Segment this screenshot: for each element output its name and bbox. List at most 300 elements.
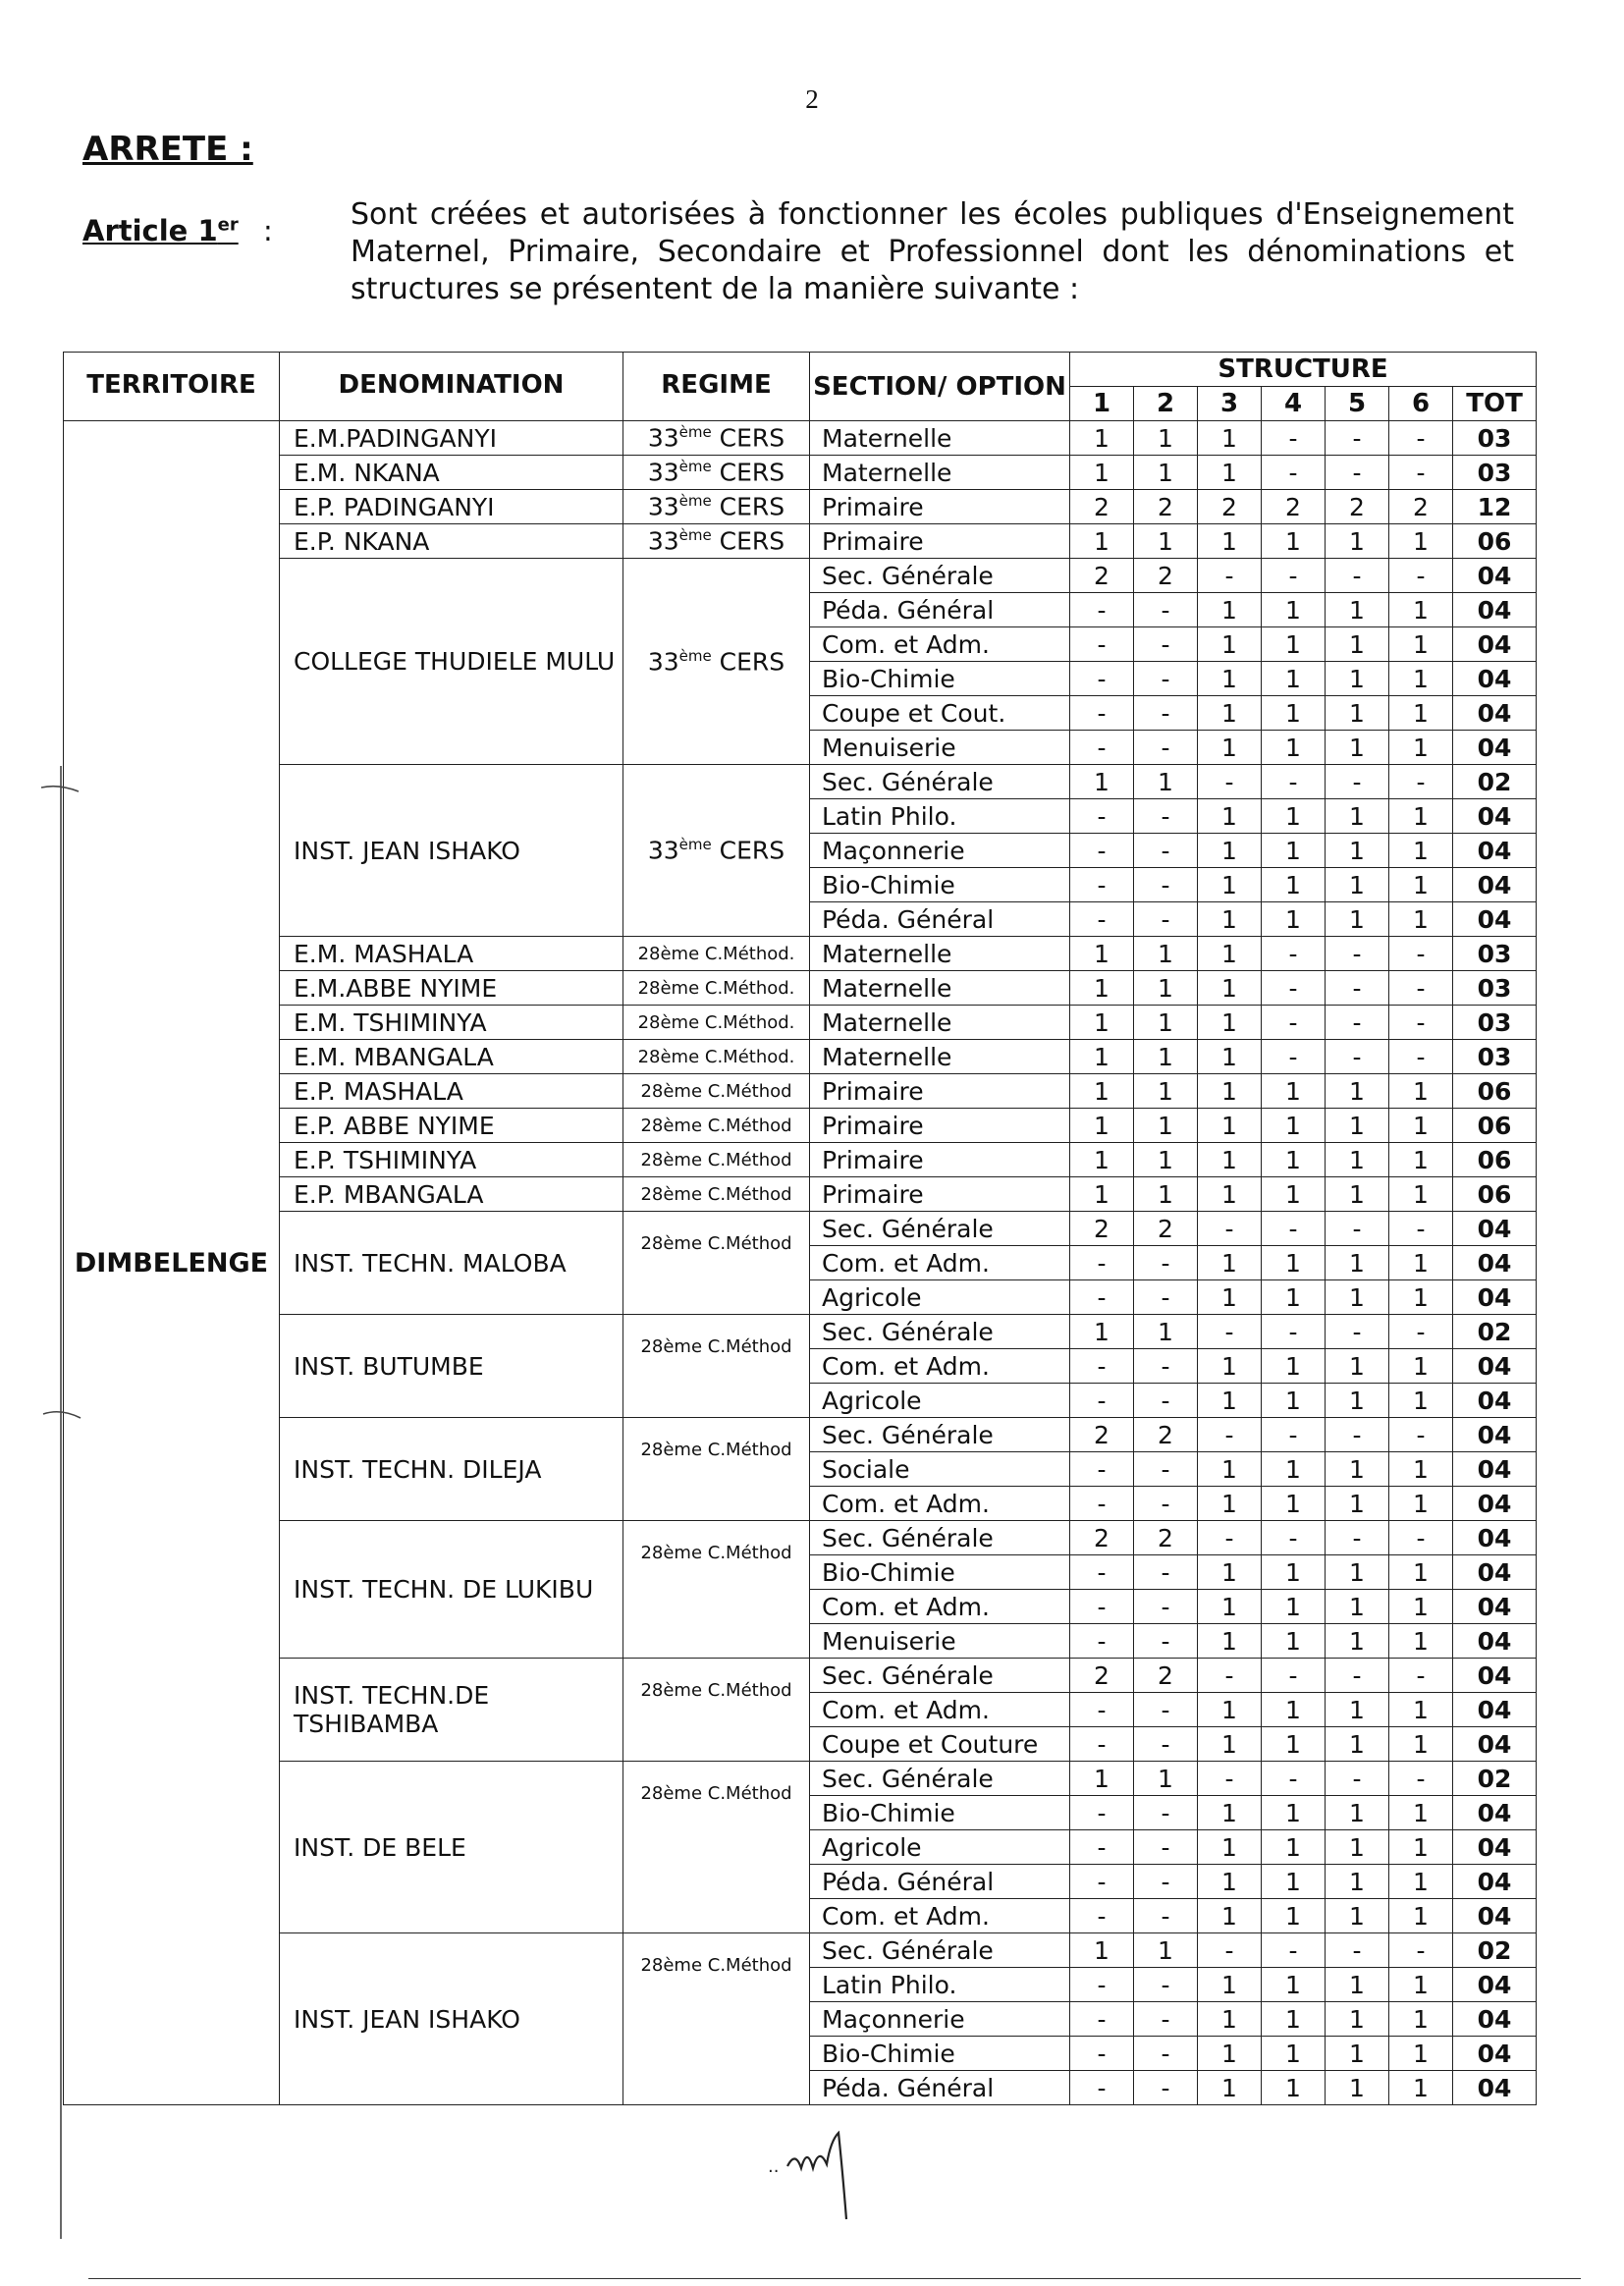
- structure-value-cell: -: [1134, 1624, 1198, 1659]
- structure-value-cell: 1: [1326, 2071, 1389, 2105]
- regime-number: 33: [647, 647, 679, 677]
- structure-value-cell: -: [1070, 868, 1134, 902]
- section-cell: Latin Philo.: [810, 1968, 1070, 2002]
- structure-value-cell: -: [1070, 2071, 1134, 2105]
- structure-value-cell: 1: [1198, 1555, 1262, 1590]
- structure-value-cell: 1: [1326, 593, 1389, 627]
- structure-value-cell: 1: [1389, 1109, 1453, 1143]
- table-row: [64, 1109, 1537, 1143]
- structure-value-cell: -: [1134, 1727, 1198, 1762]
- structure-value-cell: -: [1326, 765, 1389, 799]
- structure-value-cell: 1: [1198, 971, 1262, 1006]
- structure-value-cell: -: [1262, 1659, 1326, 1693]
- regime-cell: [623, 765, 810, 937]
- structure-value-cell: 2: [1326, 490, 1389, 524]
- structure-value-cell: -: [1134, 1899, 1198, 1933]
- total-cell: 04: [1453, 1727, 1537, 1762]
- structure-value-cell: 1: [1134, 1109, 1198, 1143]
- structure-value-cell: 1: [1070, 1762, 1134, 1796]
- structure-value-cell: 1: [1262, 1727, 1326, 1762]
- regime-number: 33: [647, 423, 679, 453]
- margin-bracket-mark: [39, 766, 88, 2239]
- structure-value-cell: 1: [1326, 2037, 1389, 2071]
- structure-value-cell: -: [1134, 731, 1198, 765]
- structure-value-cell: 1: [1326, 731, 1389, 765]
- total-cell: 03: [1453, 456, 1537, 490]
- structure-value-cell: 2: [1134, 1521, 1198, 1555]
- structure-value-cell: 1: [1389, 1830, 1453, 1865]
- structure-value-cell: 1: [1198, 1590, 1262, 1624]
- structure-value-cell: 1: [1198, 1830, 1262, 1865]
- structure-value-cell: 1: [1134, 456, 1198, 490]
- denomination-cell: COLLEGE THUDIELE MULU: [280, 559, 623, 765]
- structure-value-cell: -: [1070, 662, 1134, 696]
- structure-value-cell: 1: [1198, 731, 1262, 765]
- regime-tail: CERS: [711, 647, 785, 677]
- total-cell: 04: [1453, 1487, 1537, 1521]
- regime-cell: 28ème C.Méthod.: [623, 1040, 810, 1074]
- total-cell: 04: [1453, 1452, 1537, 1487]
- total-cell: 02: [1453, 1315, 1537, 1349]
- structure-value-cell: 1: [1198, 696, 1262, 731]
- structure-value-cell: 1: [1198, 1384, 1262, 1418]
- structure-value-cell: 1: [1262, 1865, 1326, 1899]
- denomination-cell: E.P. MASHALA: [280, 1074, 623, 1109]
- header-col-1: 1: [1070, 387, 1134, 421]
- regime-cell: 28ème C.Méthod: [623, 1762, 810, 1933]
- structure-value-cell: 1: [1198, 2037, 1262, 2071]
- table-row: [64, 1006, 1537, 1040]
- structure-value-cell: 1: [1198, 1693, 1262, 1727]
- structure-value-cell: -: [1326, 1762, 1389, 1796]
- structure-value-cell: 1: [1389, 696, 1453, 731]
- structure-value-cell: -: [1134, 593, 1198, 627]
- table-row: [64, 456, 1537, 490]
- structure-value-cell: -: [1262, 1212, 1326, 1246]
- structure-value-cell: 1: [1389, 1349, 1453, 1384]
- structure-value-cell: 1: [1262, 696, 1326, 731]
- structure-value-cell: -: [1070, 1246, 1134, 1280]
- header-territoire: TERRITOIRE: [64, 353, 280, 421]
- section-cell: Com. et Adm.: [810, 1693, 1070, 1727]
- structure-value-cell: -: [1134, 799, 1198, 834]
- structure-value-cell: -: [1134, 868, 1198, 902]
- header-section: SECTION/ OPTION: [810, 353, 1070, 421]
- structure-value-cell: 1: [1198, 1074, 1262, 1109]
- structure-value-cell: -: [1198, 1212, 1262, 1246]
- structure-value-cell: -: [1198, 1762, 1262, 1796]
- article-text: Sont créées et autorisées à fonctionner les écoles publiques d'Enseignement Maternel, Primaire, Secondaire et Professionnel dont les dénominations et structures se présentent de la manière suivante :: [351, 197, 1514, 306]
- denomination-cell: E.P. NKANA: [280, 524, 623, 559]
- structure-value-cell: -: [1070, 1590, 1134, 1624]
- structure-value-cell: -: [1389, 1418, 1453, 1452]
- total-cell: 03: [1453, 1006, 1537, 1040]
- section-cell: Péda. Général: [810, 593, 1070, 627]
- total-cell: 04: [1453, 662, 1537, 696]
- header-col-6: 6: [1389, 387, 1453, 421]
- structure-value-cell: -: [1134, 1796, 1198, 1830]
- table-row: [64, 1040, 1537, 1074]
- structure-value-cell: 1: [1262, 1555, 1326, 1590]
- structure-value-cell: -: [1389, 1933, 1453, 1968]
- table-row: [64, 1521, 1537, 1555]
- regime-cell: [623, 524, 810, 559]
- structure-value-cell: -: [1262, 421, 1326, 456]
- regime-cell: [623, 490, 810, 524]
- structure-value-cell: 1: [1070, 1933, 1134, 1968]
- section-cell: Sec. Générale: [810, 765, 1070, 799]
- regime-tail: CERS: [711, 458, 785, 487]
- structure-value-cell: 2: [1070, 1418, 1134, 1452]
- structure-value-cell: -: [1262, 1315, 1326, 1349]
- structure-value-cell: -: [1070, 1624, 1134, 1659]
- total-cell: 04: [1453, 627, 1537, 662]
- structure-value-cell: -: [1134, 1590, 1198, 1624]
- structure-value-cell: 1: [1389, 593, 1453, 627]
- structure-value-cell: -: [1070, 627, 1134, 662]
- structure-value-cell: 1: [1198, 868, 1262, 902]
- structure-value-cell: 1: [1326, 696, 1389, 731]
- structure-value-cell: 1: [1070, 421, 1134, 456]
- structure-value-cell: 1: [1326, 524, 1389, 559]
- structure-value-cell: -: [1070, 696, 1134, 731]
- structure-value-cell: 1: [1198, 524, 1262, 559]
- table-row: [64, 1933, 1537, 1968]
- structure-value-cell: 1: [1389, 1487, 1453, 1521]
- structure-value-cell: 1: [1134, 1933, 1198, 1968]
- total-cell: 04: [1453, 1555, 1537, 1590]
- total-cell: 04: [1453, 834, 1537, 868]
- structure-value-cell: -: [1070, 1796, 1134, 1830]
- structure-value-cell: 1: [1262, 1349, 1326, 1384]
- regime-cell: 28ème C.Méthod: [623, 1212, 810, 1315]
- structure-value-cell: 1: [1070, 1074, 1134, 1109]
- structure-value-cell: 1: [1326, 1624, 1389, 1659]
- section-cell: Com. et Adm.: [810, 627, 1070, 662]
- structure-value-cell: 1: [1262, 1384, 1326, 1418]
- section-cell: Com. et Adm.: [810, 1899, 1070, 1933]
- structure-value-cell: 1: [1326, 1452, 1389, 1487]
- regime-cell: 28ème C.Méthod: [623, 1659, 810, 1762]
- structure-value-cell: 1: [1262, 902, 1326, 937]
- structure-value-cell: 1: [1389, 1074, 1453, 1109]
- section-cell: Primaire: [810, 1177, 1070, 1212]
- structure-value-cell: 1: [1262, 524, 1326, 559]
- section-cell: Péda. Général: [810, 1865, 1070, 1899]
- structure-value-cell: 1: [1198, 1487, 1262, 1521]
- structure-value-cell: 1: [1198, 1006, 1262, 1040]
- structure-value-cell: -: [1070, 1693, 1134, 1727]
- structure-value-cell: -: [1326, 1659, 1389, 1693]
- table-row: [64, 1143, 1537, 1177]
- section-cell: Bio-Chimie: [810, 1796, 1070, 1830]
- structure-value-cell: -: [1134, 1968, 1198, 2002]
- regime-sup: ème: [678, 836, 712, 854]
- section-cell: Menuiserie: [810, 731, 1070, 765]
- structure-value-cell: 1: [1198, 627, 1262, 662]
- total-cell: 04: [1453, 2002, 1537, 2037]
- structure-value-cell: 1: [1326, 902, 1389, 937]
- structure-value-cell: -: [1326, 1315, 1389, 1349]
- structure-value-cell: 1: [1070, 1006, 1134, 1040]
- structure-value-cell: 1: [1326, 1280, 1389, 1315]
- section-cell: Primaire: [810, 490, 1070, 524]
- regime-cell: 28ème C.Méthod: [623, 1177, 810, 1212]
- structure-value-cell: 1: [1070, 1143, 1134, 1177]
- structure-value-cell: 2: [1070, 490, 1134, 524]
- structure-value-cell: -: [1389, 421, 1453, 456]
- structure-value-cell: 1: [1070, 1315, 1134, 1349]
- header-denomination: DENOMINATION: [280, 353, 623, 421]
- structure-value-cell: 1: [1389, 1280, 1453, 1315]
- header-structure: STRUCTURE: [1070, 353, 1537, 387]
- structure-value-cell: 2: [1070, 1659, 1134, 1693]
- structure-value-cell: 1: [1326, 1555, 1389, 1590]
- structure-value-cell: -: [1134, 1487, 1198, 1521]
- section-cell: Péda. Général: [810, 902, 1070, 937]
- regime-sup: ème: [678, 526, 712, 545]
- structure-value-cell: 2: [1134, 1212, 1198, 1246]
- structure-value-cell: 1: [1389, 524, 1453, 559]
- regime-cell: [623, 421, 810, 456]
- total-cell: 04: [1453, 1796, 1537, 1830]
- structure-value-cell: 1: [1262, 1693, 1326, 1727]
- structure-value-cell: 1: [1326, 1487, 1389, 1521]
- structure-value-cell: -: [1198, 559, 1262, 593]
- structure-value-cell: 1: [1198, 1899, 1262, 1933]
- regime-tail: CERS: [711, 492, 785, 521]
- structure-value-cell: 1: [1198, 456, 1262, 490]
- structure-value-cell: -: [1262, 765, 1326, 799]
- structure-value-cell: -: [1134, 1830, 1198, 1865]
- structure-value-cell: -: [1389, 559, 1453, 593]
- denomination-cell: INST. DE BELE: [280, 1762, 623, 1933]
- total-cell: 04: [1453, 1830, 1537, 1865]
- structure-value-cell: -: [1070, 1280, 1134, 1315]
- structure-value-cell: 1: [1326, 1074, 1389, 1109]
- structure-value-cell: -: [1070, 2037, 1134, 2071]
- section-cell: Maternelle: [810, 937, 1070, 971]
- structure-value-cell: 1: [1134, 1006, 1198, 1040]
- regime-cell: 28ème C.Méthod: [623, 1315, 810, 1418]
- structure-value-cell: 1: [1326, 1384, 1389, 1418]
- section-cell: Primaire: [810, 524, 1070, 559]
- total-cell: 12: [1453, 490, 1537, 524]
- structure-value-cell: 1: [1198, 937, 1262, 971]
- structure-value-cell: 1: [1389, 662, 1453, 696]
- svg-text:..: ..: [768, 2156, 780, 2177]
- structure-value-cell: -: [1326, 1418, 1389, 1452]
- structure-value-cell: 1: [1389, 2037, 1453, 2071]
- total-cell: 06: [1453, 1109, 1537, 1143]
- section-cell: Sec. Générale: [810, 1659, 1070, 1693]
- section-cell: Menuiserie: [810, 1624, 1070, 1659]
- structure-value-cell: 1: [1389, 1452, 1453, 1487]
- regime-cell: 28ème C.Méthod: [623, 1074, 810, 1109]
- table-row: [64, 1762, 1537, 1796]
- total-cell: 04: [1453, 559, 1537, 593]
- structure-value-cell: 1: [1389, 834, 1453, 868]
- structure-value-cell: 1: [1389, 1624, 1453, 1659]
- header-col-tot: TOT: [1453, 387, 1537, 421]
- structure-value-cell: -: [1198, 1315, 1262, 1349]
- section-cell: Maternelle: [810, 971, 1070, 1006]
- structure-value-cell: 1: [1389, 1796, 1453, 1830]
- structure-value-cell: 1: [1198, 1349, 1262, 1384]
- structure-value-cell: 1: [1326, 1349, 1389, 1384]
- structure-value-cell: 1: [1070, 1109, 1134, 1143]
- structure-value-cell: 1: [1326, 1246, 1389, 1280]
- structure-value-cell: 2: [1134, 559, 1198, 593]
- structure-value-cell: 1: [1198, 1246, 1262, 1280]
- structure-value-cell: -: [1389, 1212, 1453, 1246]
- structure-value-cell: -: [1389, 765, 1453, 799]
- regime-cell: 28ème C.Méthod: [623, 1933, 810, 2105]
- structure-value-cell: -: [1326, 1006, 1389, 1040]
- table-row: [64, 937, 1537, 971]
- structure-value-cell: 1: [1262, 868, 1326, 902]
- regime-cell: 28ème C.Méthod: [623, 1143, 810, 1177]
- structure-value-cell: 1: [1326, 1968, 1389, 2002]
- structure-value-cell: 1: [1198, 1865, 1262, 1899]
- structure-value-cell: -: [1134, 1349, 1198, 1384]
- structure-value-cell: 1: [1389, 902, 1453, 937]
- structure-value-cell: 1: [1262, 1830, 1326, 1865]
- structure-value-cell: 1: [1262, 1590, 1326, 1624]
- total-cell: 04: [1453, 2071, 1537, 2105]
- structure-value-cell: 1: [1070, 1040, 1134, 1074]
- structure-value-cell: -: [1070, 1487, 1134, 1521]
- total-cell: 04: [1453, 1280, 1537, 1315]
- structure-value-cell: 2: [1198, 490, 1262, 524]
- section-cell: Bio-Chimie: [810, 662, 1070, 696]
- structure-value-cell: 1: [1389, 1968, 1453, 2002]
- structure-value-cell: 1: [1198, 1968, 1262, 2002]
- structure-value-cell: -: [1134, 696, 1198, 731]
- total-cell: 02: [1453, 765, 1537, 799]
- denomination-cell: E.M. MBANGALA: [280, 1040, 623, 1074]
- structure-value-cell: -: [1070, 1349, 1134, 1384]
- structure-value-cell: 1: [1198, 421, 1262, 456]
- structure-value-cell: -: [1326, 421, 1389, 456]
- structure-value-cell: 1: [1262, 834, 1326, 868]
- structure-value-cell: 1: [1262, 1177, 1326, 1212]
- structure-value-cell: -: [1262, 1762, 1326, 1796]
- section-cell: Sociale: [810, 1452, 1070, 1487]
- total-cell: 06: [1453, 1074, 1537, 1109]
- denomination-cell: INST. TECHN. DILEJA: [280, 1418, 623, 1521]
- denomination-cell: E.P. TSHIMINYA: [280, 1143, 623, 1177]
- article-label-text: Article 1: [82, 214, 218, 247]
- total-cell: 04: [1453, 1899, 1537, 1933]
- structure-value-cell: -: [1134, 1246, 1198, 1280]
- structure-value-cell: 1: [1389, 1384, 1453, 1418]
- structure-value-cell: -: [1198, 1418, 1262, 1452]
- structure-value-cell: -: [1262, 1418, 1326, 1452]
- structure-value-cell: 1: [1198, 593, 1262, 627]
- structure-value-cell: -: [1134, 1384, 1198, 1418]
- regime-cell: 28ème C.Méthod.: [623, 971, 810, 1006]
- table-body: [64, 421, 1537, 2105]
- regime-cell: [623, 559, 810, 765]
- denomination-cell: INST. TECHN. MALOBA: [280, 1212, 623, 1315]
- total-cell: 03: [1453, 971, 1537, 1006]
- total-cell: 03: [1453, 1040, 1537, 1074]
- structure-value-cell: -: [1134, 1865, 1198, 1899]
- structure-value-cell: 1: [1198, 662, 1262, 696]
- total-cell: 04: [1453, 1521, 1537, 1555]
- table-row: [64, 1177, 1537, 1212]
- total-cell: 04: [1453, 731, 1537, 765]
- page-number: 2: [805, 84, 819, 114]
- structure-value-cell: 1: [1198, 2002, 1262, 2037]
- structure-value-cell: 1: [1070, 456, 1134, 490]
- structure-value-cell: 1: [1326, 1796, 1389, 1830]
- structure-value-cell: 1: [1389, 1555, 1453, 1590]
- denomination-cell: E.M.PADINGANYI: [280, 421, 623, 456]
- structure-value-cell: 1: [1070, 1177, 1134, 1212]
- table-row: [64, 524, 1537, 559]
- section-cell: Maternelle: [810, 1006, 1070, 1040]
- structure-value-cell: -: [1134, 1693, 1198, 1727]
- denomination-cell: E.M.ABBE NYIME: [280, 971, 623, 1006]
- section-cell: Coupe et Cout.: [810, 696, 1070, 731]
- structure-value-cell: -: [1134, 662, 1198, 696]
- structure-value-cell: 1: [1389, 1143, 1453, 1177]
- structure-value-cell: 1: [1262, 1143, 1326, 1177]
- section-cell: Sec. Générale: [810, 1212, 1070, 1246]
- structure-value-cell: 1: [1262, 731, 1326, 765]
- regime-number: 33: [647, 526, 679, 556]
- structure-value-cell: 1: [1262, 627, 1326, 662]
- denomination-cell: INST. TECHN.DE TSHIBAMBA: [280, 1659, 623, 1762]
- table-row: [64, 490, 1537, 524]
- regime-tail: CERS: [711, 836, 785, 865]
- structure-value-cell: 1: [1134, 421, 1198, 456]
- structure-value-cell: 1: [1389, 627, 1453, 662]
- structure-value-cell: 1: [1262, 1074, 1326, 1109]
- structure-value-cell: 1: [1262, 1280, 1326, 1315]
- structure-value-cell: 1: [1134, 1143, 1198, 1177]
- total-cell: 04: [1453, 1659, 1537, 1693]
- structure-value-cell: 1: [1134, 524, 1198, 559]
- section-cell: Sec. Générale: [810, 1762, 1070, 1796]
- regime-cell: 28ème C.Méthod: [623, 1109, 810, 1143]
- structure-value-cell: -: [1326, 1040, 1389, 1074]
- structure-value-cell: -: [1070, 1452, 1134, 1487]
- regime-number: 33: [647, 492, 679, 521]
- structure-value-cell: 1: [1134, 971, 1198, 1006]
- structure-value-cell: 1: [1198, 1624, 1262, 1659]
- structure-value-cell: -: [1070, 1727, 1134, 1762]
- total-cell: 06: [1453, 524, 1537, 559]
- total-cell: 04: [1453, 902, 1537, 937]
- structure-value-cell: 1: [1389, 1693, 1453, 1727]
- total-cell: 04: [1453, 1418, 1537, 1452]
- total-cell: 04: [1453, 1246, 1537, 1280]
- structure-value-cell: 1: [1389, 1590, 1453, 1624]
- structure-value-cell: -: [1326, 937, 1389, 971]
- section-cell: Com. et Adm.: [810, 1590, 1070, 1624]
- structure-value-cell: 1: [1389, 1899, 1453, 1933]
- structure-value-cell: 1: [1134, 1074, 1198, 1109]
- structure-value-cell: -: [1070, 2002, 1134, 2037]
- structure-value-cell: -: [1326, 1521, 1389, 1555]
- structure-value-cell: -: [1070, 799, 1134, 834]
- arrete-heading: ARRETE :: [82, 130, 253, 169]
- structure-value-cell: 1: [1262, 593, 1326, 627]
- regime-number: 33: [647, 458, 679, 487]
